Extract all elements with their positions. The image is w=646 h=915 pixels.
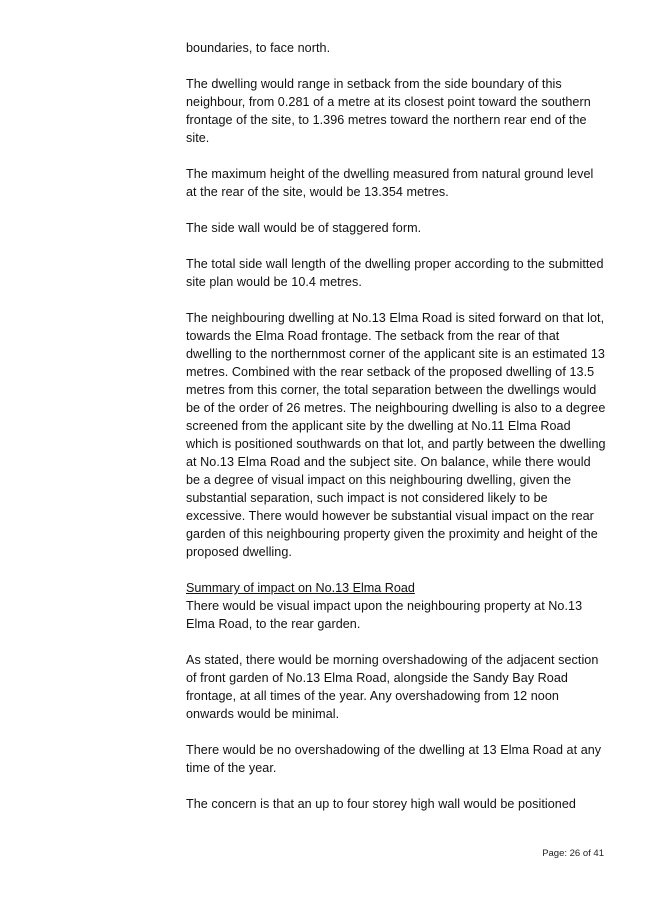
paragraph-7: There would be visual impact upon the neighbouring property at No.13 Elma Road, to the rear garden.: [186, 599, 583, 631]
paragraph-2: The dwelling would range in setback from the side boundary of this neighbour, from 0.281 of a metre at its closest point toward the southern frontage of the site, to 1.396 metres toward the northern rear end of the site.: [186, 77, 591, 145]
paragraph-4: The side wall would be of staggered form.: [186, 221, 422, 235]
paragraph-5: The total side wall length of the dwelling proper according to the submitted site plan would be 10.4 metres.: [186, 257, 604, 289]
paragraph-3: The maximum height of the dwelling measured from natural ground level at the rear of the site, would be 13.354 metres.: [186, 167, 594, 199]
paragraph-10: The concern is that an up to four storey high wall would be positioned: [186, 797, 576, 811]
paragraph-9: There would be no overshadowing of the dwelling at 13 Elma Road at any time of the year.: [186, 743, 602, 775]
paragraph-6: The neighbouring dwelling at No.13 Elma Road is sited forward on that lot, towards the Elma Road frontage. The setback from the rear of that dwelling to the northernmost corner of the applicant site is an estimated 13 metres. Combined with the rear setback of the proposed dwelling of 13.5 metres from this corner, the total separation between the dwellings would be of the order of 26 metres. The neighbouring dwelling is also to a degree screened from the applicant site by the dwelling at No.11 Elma Road which is positioned southwards on that lot, and partly between the dwelling at No.13 Elma Road and the subject site. On balance, while there would be a degree of visual impact on this neighbouring dwelling, given the substantial separation, such impact is not considered likely to be excessive. There would however be substantial visual impact on the rear garden of this neighbouring property given the proximity and height of the proposed dwelling.: [186, 311, 606, 559]
paragraph-8: As stated, there would be morning overshadowing of the adjacent section of front garden of No.13 Elma Road, alongside the Sandy Bay Road frontage, at all times of the year. Any overshadowing from 12 noon onwards would be minimal.: [186, 653, 599, 721]
summary-heading: Summary of impact on No.13 Elma Road: [186, 581, 415, 595]
document-body: [186, 39, 606, 813]
paragraph-1: boundaries, to face north.: [186, 41, 331, 55]
page-number: Page: 26 of 41: [542, 848, 604, 859]
